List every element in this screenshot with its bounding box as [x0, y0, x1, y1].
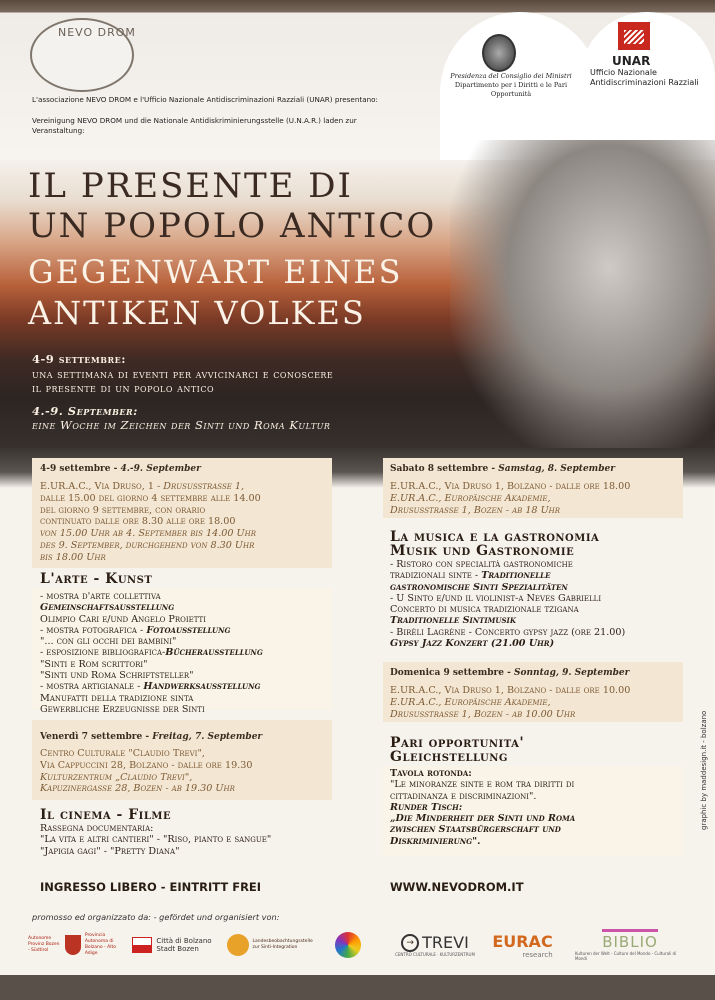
dancer-image — [450, 140, 715, 460]
observatory-icon — [227, 934, 249, 956]
city-bolzano-logo — [132, 928, 212, 962]
event-4-9-line-6: des 9. September, durchgehend von 8.30 Uhr — [40, 539, 255, 551]
arte-item-text: - mostra d'arte collettiva — [40, 591, 161, 602]
event-7-head-it: Venerdì 7 settembre — [40, 732, 143, 742]
musica-item-text: - Birèli Lagrène - Concerto gypsy jazz (ore 21.00) — [390, 626, 626, 638]
event-9-line-1: E.UR.A.C., Via Druso 1, Bolzano - dalle ore 10.00 — [390, 685, 631, 696]
arte-item-text: "Sinti e Rom scrittori" — [40, 658, 148, 670]
event-4-9-line-1: E.UR.A.C., Via Druso, 1 - — [40, 481, 164, 492]
event-7-header: Venerdì 7 settembre - Freitag, 7. September — [40, 732, 263, 742]
arte-item-german: Gemeinschaftsausstellung — [40, 602, 175, 614]
gov-department-text — [446, 72, 576, 99]
musica-item-german: Traditionelle Sintimusik — [390, 615, 516, 627]
arte-item-german: Bücherausstellung — [165, 647, 263, 659]
colorful-leaves-logo — [328, 928, 368, 962]
cinema-section-title: Il cinema - Filme — [40, 807, 172, 823]
event-9-details — [390, 685, 680, 720]
observatory-logo — [222, 928, 317, 962]
cinema-line-3: "Japigia gagi" - "Pretty Diana" — [40, 845, 180, 857]
free-entry-text: INGRESSO LIBERO - EINTRITT FREI — [40, 880, 262, 894]
pari-list — [390, 768, 575, 847]
musica-item — [390, 582, 625, 593]
intro-italian: L'associazione NEVO DROM e l'Ufficio Nazionale Antidiscriminazioni Razziali (UNAR) presentano: — [32, 95, 378, 104]
title-de-line-1: GEGENWART EINES — [28, 253, 403, 291]
event-7-line-2: Via Cappuccini 28, Bolzano - dalle ore 19.30 — [40, 759, 253, 771]
arte-item — [40, 659, 263, 670]
gov-text-1: Presidenza del Consiglio dei Ministri — [450, 72, 572, 80]
graphic-credit: graphic by maddesign.it - bolzano — [700, 710, 708, 830]
trevi-logo-text: TREVI — [422, 933, 469, 952]
event-7-line-4: Kapuzinergasse 28, Bozen - ab 19.30 Uhr — [40, 783, 235, 795]
event-8-line-3: Drususstrasse 1, Bozen - ab 18 Uhr — [390, 504, 561, 516]
eurac-logo-text: EURAC — [492, 931, 553, 951]
musica-item-german: Gypsy Jazz Konzert (21.00 Uhr) — [390, 638, 555, 650]
pari-line-6: zwischen Staatsbürgerschaft und — [390, 824, 561, 836]
observatory-logo-text: Landesbeobachtungsstelle zur Sinti-Integration — [252, 939, 313, 950]
subtitle-it-line-2: il presente di un popolo antico — [32, 381, 215, 395]
event-4-9-line-1-de: Drususstrasse 1, — [163, 481, 245, 492]
event-9-line-2: E.UR.A.C., Europäische Akademie, — [390, 696, 551, 708]
arte-item-text: "Sinti und Roma Schriftsteller" — [40, 670, 194, 682]
arte-section-title: L'arte - Kunst — [40, 571, 153, 587]
event-7-line-3: Kulturzentrum „Claudio Trevi", — [40, 771, 193, 783]
biblio-logo-text: BIBLIO — [602, 929, 658, 951]
musica-item — [390, 593, 625, 604]
pari-line-7: Diskriminierung". — [390, 835, 481, 847]
musica-item-text: - U Sinto e/und il violinist-a Neves Gabrielli — [390, 592, 602, 604]
subtitle-it-line-1: una settimana di eventi per avvicinarci e conoscere — [32, 367, 334, 381]
musica-item — [390, 604, 625, 615]
arte-item — [40, 636, 263, 647]
nevo-drom-logo-text: NEVO DROM — [58, 26, 136, 39]
promoters-text: promosso ed organizzato da: - gefördet und organisiert von: — [32, 912, 280, 922]
province-logo-text-a: Autonome Provinz Bozen - Südtirol — [28, 936, 60, 953]
cinema-line-2: "La vita e altri cantieri" - "Riso, pianto e sangue" — [40, 834, 272, 846]
arte-item — [40, 704, 263, 715]
event-4-9-line-5: von 15.00 Uhr ab 4. September bis 14.00 Uhr — [40, 528, 256, 540]
biblio-logo — [575, 928, 685, 962]
event-4-9-details — [40, 481, 330, 564]
musica-item — [390, 559, 625, 570]
arte-item — [40, 625, 263, 636]
event-4-9-line-3: del giorno 9 settembre, con orario — [40, 504, 206, 516]
musica-item-text: - Ristoro con specialità gastronomiche — [390, 559, 573, 570]
leaves-icon — [335, 932, 361, 958]
arte-item-text: Olimpio Cari e/und Angelo Proietti — [40, 613, 206, 625]
trevi-logo-subtext: CENTRO CULTURALE · KULTURZENTRUM — [395, 952, 475, 957]
event-4-9-head-de: 4.-9. September — [120, 464, 201, 474]
arte-item — [40, 681, 263, 692]
event-9-line-3: Drususstrasse 1, Bozen - ab 10.00 Uhr — [390, 708, 576, 720]
musica-item-german: gastronomische Sinti Spezialitäten — [390, 581, 568, 593]
musica-item-german: Traditionelle — [481, 570, 551, 582]
event-9-header: Domenica 9 settembre - Sonntag, 9. September — [390, 668, 630, 678]
musica-item — [390, 627, 625, 638]
pari-line-5: „Die Minderheit der Sinti und Roma — [390, 813, 576, 825]
event-8-head-de: Samstag, 8. September — [498, 464, 615, 474]
arte-item-german: Fotoausstellung — [146, 624, 231, 636]
arte-list — [40, 591, 263, 715]
pari-section-title-1: Pari opportunita' — [390, 735, 525, 751]
arte-item-text: - mostra fotografica - — [40, 624, 147, 636]
event-4-9-line-4: continuato dalle ore 8.30 alle ore 18.00 — [40, 516, 236, 528]
event-8-head-it: Sabato 8 settembre — [390, 464, 489, 474]
event-9-head-it: Domenica 9 settembre — [390, 668, 504, 678]
subtitle-it-date: 4-9 settembre: — [32, 352, 126, 366]
arte-item-text: - esposizione bibliografica- — [40, 647, 166, 659]
city-logo-text-2: Stadt Bozen — [156, 945, 199, 953]
musica-item — [390, 638, 625, 649]
musica-item — [390, 615, 625, 626]
event-4-9-head-it: 4-9 settembre — [40, 464, 111, 474]
arte-item — [40, 602, 263, 613]
province-logo-text-b: Provincia Autonoma di Bolzano - Alto Adige — [84, 933, 116, 956]
musica-section-title-2: Musik und Gastronomie — [390, 543, 575, 559]
city-bolzano-flag-icon — [132, 937, 152, 953]
arte-item — [40, 647, 263, 658]
gov-text-2: Dipartimento per i Diritti e le Pari Opportunità — [454, 81, 568, 98]
pari-section-title-2: Gleichstellung — [390, 749, 508, 765]
trevi-logo — [390, 928, 480, 962]
cinema-line-1: Rassegna documentaria: — [40, 823, 154, 834]
unar-logo-icon — [618, 22, 650, 50]
pari-line-2: "Le minoranze sinte e rom tra diritti di — [390, 779, 575, 791]
pari-line-3: cittadinanza e discriminazioni". — [390, 790, 537, 802]
event-7-head-de: Freitag, 7. September — [152, 732, 263, 742]
event-4-9-header: 4-9 settembre - 4.-9. September — [40, 464, 201, 474]
arte-item — [40, 591, 263, 602]
arte-item-text: - mostra artigianale - — [40, 681, 144, 693]
eurac-logo-subtext: research — [522, 950, 553, 959]
title-it-line-1: IL PRESENTE DI — [28, 166, 353, 206]
arte-item — [40, 670, 263, 681]
province-crest-icon — [65, 935, 81, 955]
event-8-header: Sabato 8 settembre - Samstag, 8. September — [390, 464, 615, 474]
cinema-list — [40, 823, 271, 857]
intro-german: Vereinigung NEVO DROM und die Nationale Antidiskriminierungsstelle (U.N.A.R.) laden zur Veranstaltung: — [32, 116, 357, 135]
arte-item — [40, 614, 263, 625]
eurac-logo — [485, 928, 560, 962]
unar-label: UNAR — [612, 54, 651, 68]
arte-item-text: Gewerbliche Erzeugnisse der Sinti — [40, 703, 205, 715]
event-7-details — [40, 748, 330, 795]
arte-item-text: "... con gli occhi dei bambini" — [40, 636, 177, 648]
event-8-line-1: E.UR.A.C., Via Druso 1, Bolzano - dalle ore 18.00 — [390, 481, 631, 492]
italian-republic-emblem-icon — [482, 34, 516, 72]
event-7-line-1: Centro Culturale "Claudio Trevi", — [40, 748, 205, 759]
unar-description: Ufficio Nazionale Antidiscriminazioni Razziali — [590, 68, 699, 87]
title-de-line-2: ANTIKEN VOLKES — [28, 294, 366, 332]
musica-item — [390, 570, 625, 581]
subtitle-de-date: 4.-9. September: — [32, 404, 138, 418]
biblio-logo-subtext: Kulturen der Welt - Culture del Mondo - Culturali di Mondi — [575, 951, 677, 961]
event-8-details — [390, 481, 680, 516]
website-link[interactable]: WWW.NEVODROM.IT — [390, 880, 524, 894]
musica-item-text: Concerto di musica tradizionale tzigana — [390, 604, 579, 616]
title-it-line-2: UN POPOLO ANTICO — [28, 206, 437, 246]
event-4-9-line-2: dalle 15.00 del giorno 4 settembre alle 14.00 — [40, 492, 261, 504]
city-logo-text-1: Città di Bolzano — [156, 937, 212, 945]
pari-line-1: Tavola rotonda: — [390, 768, 472, 779]
musica-item-text: tradizionali sinte - — [390, 570, 482, 582]
arte-item-text: Manufatti della tradizione sinta — [40, 692, 194, 704]
province-logo — [28, 928, 118, 962]
event-4-9-line-7: bis 18.00 Uhr — [40, 551, 106, 563]
subtitle-de-line: eine Woche im Zeichen der Sinti und Roma Kultur — [32, 418, 331, 432]
event-9-head-de: Sonntag, 9. September — [514, 668, 630, 678]
pari-line-4: Runder Tisch: — [390, 801, 463, 813]
musica-list — [390, 559, 625, 649]
bottom-band — [0, 975, 715, 1000]
arte-item — [40, 693, 263, 704]
event-8-line-2: E.UR.A.C., Europäische Akademie, — [390, 492, 551, 504]
trevi-arrow-icon: → — [401, 934, 419, 952]
arte-item-german: Handwerksausstellung — [143, 681, 261, 693]
musica-section-title-1: La musica e la gastronomia — [390, 529, 600, 545]
